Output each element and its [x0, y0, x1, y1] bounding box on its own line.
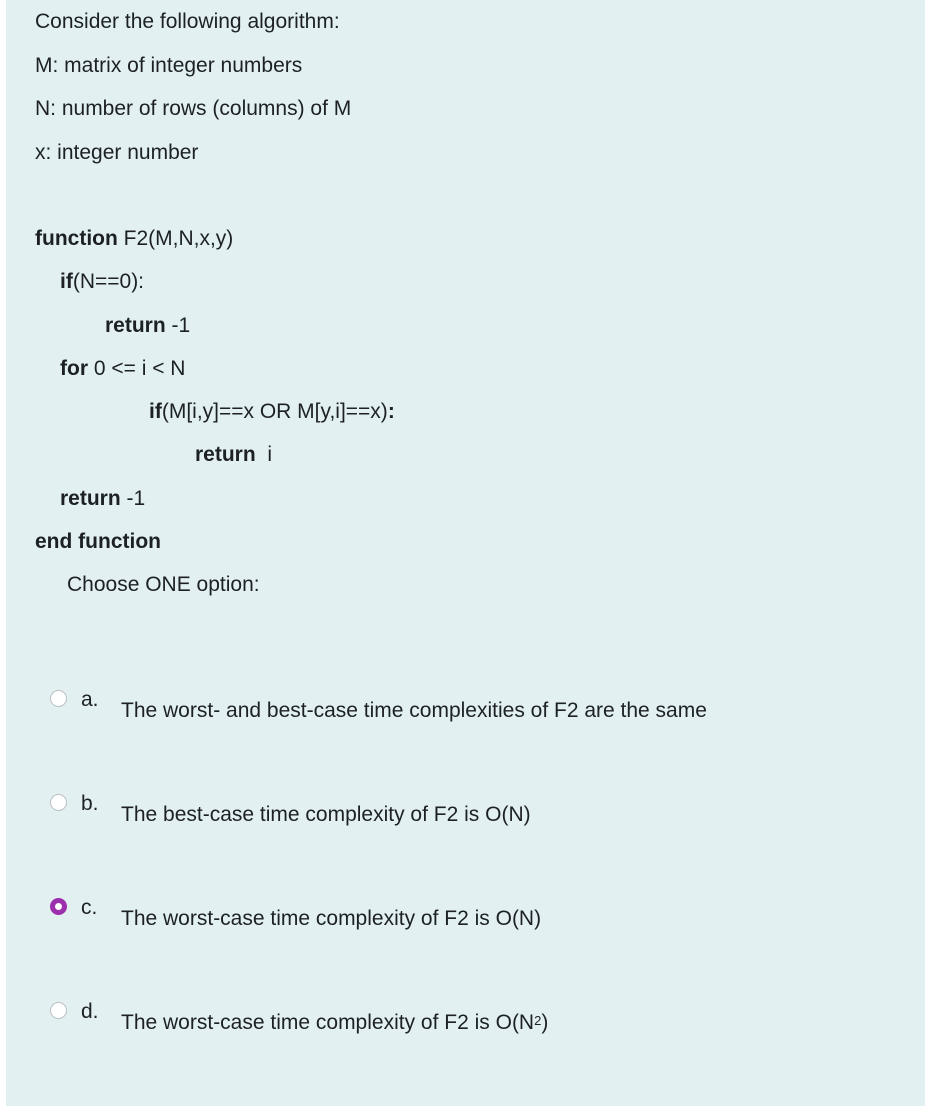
option-b-letter: b.	[81, 792, 99, 815]
code-text: (N==0):	[72, 270, 145, 293]
option-a-letter: a.	[81, 688, 99, 711]
code-colon: :	[387, 400, 395, 423]
code-text: 0 <= i < N	[88, 357, 186, 380]
param-n: N: number of rows (columns) of M	[35, 97, 352, 120]
option-b-text[interactable]: The best-case time complexity of F2 is O(N)	[121, 803, 531, 826]
code-line-return-i	[195, 442, 272, 468]
question-panel	[6, 0, 925, 1106]
question-intro: Consider the following algorithm:	[35, 10, 340, 33]
option-c-letter: c.	[81, 896, 98, 919]
option-d-letter: d.	[81, 1000, 99, 1023]
code-line-inner-if	[149, 399, 395, 425]
param-m: M: matrix of integer numbers	[35, 54, 303, 77]
radio-option-c[interactable]	[50, 898, 67, 915]
code-line-end-function: end function	[35, 530, 161, 553]
option-d-text[interactable]	[121, 1010, 548, 1036]
keyword: if	[60, 270, 73, 293]
code-text: F2(M,N,x,y)	[117, 227, 234, 250]
choose-prompt: Choose ONE option:	[67, 573, 260, 596]
keyword: if	[149, 400, 162, 423]
code-line-return-2	[60, 486, 145, 512]
keyword: return	[60, 487, 121, 510]
option-d-text-main: The worst-case time complexity of F2 is O(N	[121, 1011, 535, 1034]
radio-option-d[interactable]	[50, 1002, 67, 1019]
option-c-text[interactable]: The worst-case time complexity of F2 is O(N)	[121, 907, 542, 930]
code-line-for	[60, 356, 185, 382]
code-text: -1	[120, 487, 146, 510]
option-d-text-close: )	[541, 1011, 549, 1034]
code-text: (M[i,y]==x OR M[y,i]==x)	[161, 400, 388, 423]
radio-option-a[interactable]	[50, 690, 67, 707]
code-text: i	[255, 443, 273, 466]
code-text: -1	[165, 314, 191, 337]
option-d-superscript: 2	[534, 1013, 542, 1028]
keyword: function	[35, 227, 118, 250]
keyword: return	[195, 443, 256, 466]
code-line-function	[35, 226, 233, 252]
code-line-if	[60, 269, 144, 295]
option-a-text[interactable]: The worst- and best-case time complexities of F2 are the same	[121, 699, 707, 722]
code-line-return-1	[105, 313, 190, 339]
param-x: x: integer number	[35, 141, 199, 164]
keyword: for	[60, 357, 88, 380]
keyword: return	[105, 314, 166, 337]
radio-option-b[interactable]	[50, 794, 67, 811]
